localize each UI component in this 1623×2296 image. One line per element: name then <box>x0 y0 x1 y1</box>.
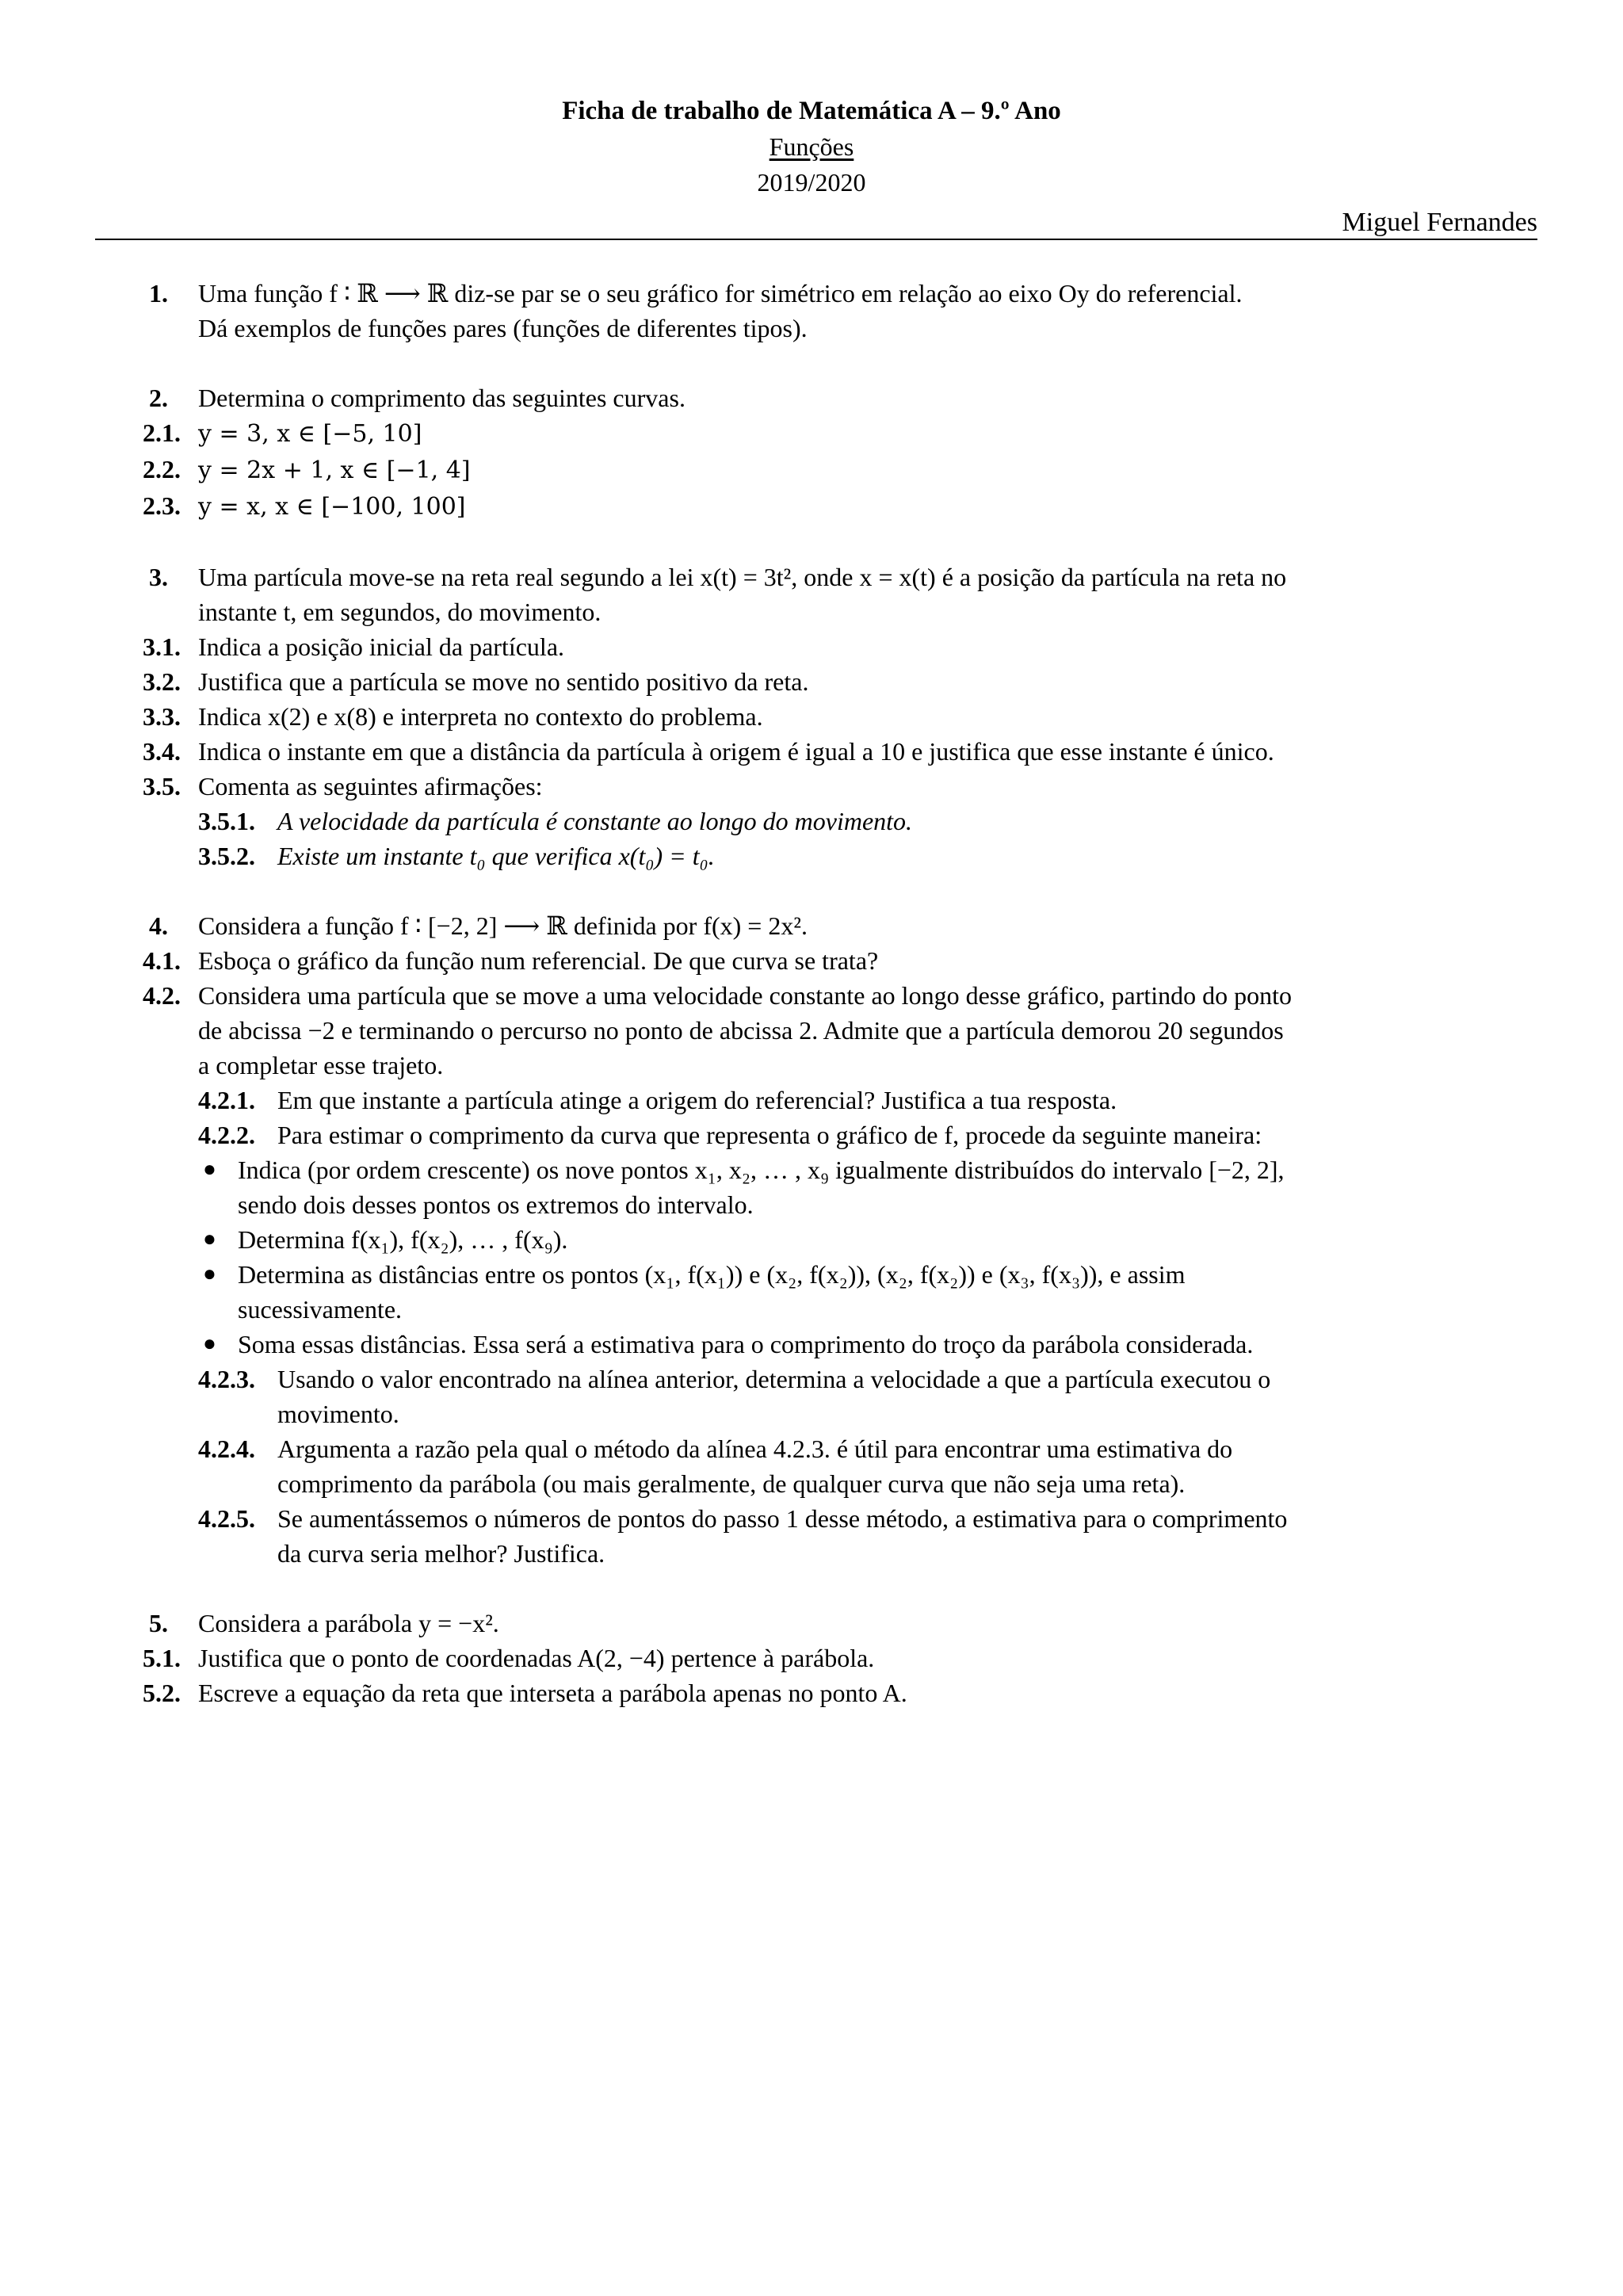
question-2 <box>0 380 1623 525</box>
sub-subquestion-text: movimento. <box>277 1400 399 1428</box>
sub-subquestion <box>143 839 1537 873</box>
bullet-icon: ● <box>203 1262 216 1286</box>
subquestion <box>143 943 1537 978</box>
sub-subquestion <box>143 804 1537 839</box>
bullet-item <box>143 1222 1537 1257</box>
sub-subquestion-text: Existe um instante t₀ que verifica x(t₀) = t₀. <box>277 842 715 870</box>
sub-subquestion-text: Argumenta a razão pela qual o método da alínea 4.2.3. é útil para encontrar uma estimativa do <box>277 1435 1233 1463</box>
subquestion-number: 3.4. <box>143 737 181 766</box>
bullet-icon: ● <box>203 1227 216 1251</box>
sub-subquestion-text: comprimento da parábola (ou mais geralmente, de qualquer curva que não seja uma reta). <box>277 1469 1186 1498</box>
subquestion <box>143 488 1537 525</box>
question-number: 1. <box>149 279 168 308</box>
subquestion <box>143 734 1537 769</box>
question-3 <box>0 560 1623 873</box>
question-text: instante t, em segundos, do movimento. <box>198 598 601 626</box>
sub-subquestion-number: 4.2.2. <box>198 1121 255 1149</box>
subquestion-text: y = 2x + 1, x ∈ [−1, 4] <box>198 457 471 484</box>
sub-subquestion-number: 4.2.1. <box>198 1086 255 1114</box>
page-subtitle: Funções <box>769 132 854 161</box>
subquestion-text: Justifica que a partícula se move no sentido positivo da reta. <box>198 667 809 696</box>
subquestion-number: 3.3. <box>143 702 181 731</box>
question-number: 3. <box>149 563 168 591</box>
question-text: Considera a parábola y = −x². <box>198 1609 499 1637</box>
sub-subquestion-text: Usando o valor encontrado na alínea anterior, determina a velocidade a que a partícula executou o <box>277 1365 1271 1393</box>
question-text: Considera a função f ∶ [−2, 2] ⟶ ℝ definida por f(x) = 2x². <box>198 911 808 940</box>
school-year: 2019/2020 <box>757 168 866 197</box>
subquestion-number: 3.1. <box>143 632 181 661</box>
subquestion-text: Escreve a equação da reta que interseta a parábola apenas no ponto A. <box>198 1679 907 1707</box>
subquestion <box>143 664 1537 699</box>
subquestion <box>143 699 1537 734</box>
subquestion-number: 5.1. <box>143 1644 181 1672</box>
subquestion-text: Comenta as seguintes afirmações: <box>198 772 543 800</box>
subquestion-number: 2.1. <box>143 418 181 447</box>
sub-subquestion <box>143 1083 1537 1117</box>
subquestion <box>143 1675 1537 1710</box>
subquestion <box>143 1641 1537 1675</box>
sub-subquestion-number: 4.2.4. <box>198 1435 255 1463</box>
sub-subquestion <box>143 1431 1537 1501</box>
subquestion-number: 4.2. <box>143 981 181 1010</box>
sub-subquestion-number: 4.2.5. <box>198 1504 255 1533</box>
bullet-text: sucessivamente. <box>238 1295 403 1324</box>
question-number: 5. <box>149 1609 168 1637</box>
bullet-text: Determina as distâncias entre os pontos (x₁, f(x₁)) e (x₂, f(x₂)), (x₂, f(x₂)) e (x₃, f(x₃)), e assim <box>238 1260 1186 1289</box>
sub-subquestion-text: Se aumentássemos o números de pontos do passo 1 desse método, a estimativa para o comprimento <box>277 1504 1288 1533</box>
header <box>0 94 1623 201</box>
subquestion-text: Indica o instante em que a distância da partícula à origem é igual a 10 e justifica que esse instante é único. <box>198 737 1274 766</box>
subquestion <box>143 769 1537 804</box>
sub-subquestion <box>143 1362 1537 1431</box>
question-5 <box>0 1606 1623 1710</box>
question-text: Determina o comprimento das seguintes curvas. <box>198 384 685 412</box>
sub-subquestion-text: Em que instante a partícula atinge a origem do referencial? Justifica a tua resposta. <box>277 1086 1117 1114</box>
subquestion-text: de abcissa −2 e terminando o percurso no ponto de abcissa 2. Admite que a partícula demorou 20 segundos <box>198 1016 1284 1045</box>
header-divider <box>95 239 1537 240</box>
bullet-item <box>143 1257 1537 1327</box>
question-1 <box>0 276 1623 346</box>
bullet-text: Soma essas distâncias. Essa será a estimativa para o comprimento do troço da parábola considerada. <box>238 1330 1254 1358</box>
author-name: Miguel Fernandes <box>1342 208 1537 237</box>
subquestion-number: 4.1. <box>143 946 181 975</box>
subquestion-text: Esboça o gráfico da função num referencial. De que curva se trata? <box>198 946 879 975</box>
bullet-text: Determina f(x₁), f(x₂), … , f(x₉). <box>238 1225 568 1254</box>
question-number: 2. <box>149 384 168 412</box>
question-text: Uma função f ∶ ℝ ⟶ ℝ diz-se par se o seu gráfico for simétrico em relação ao eixo Oy do referencial. <box>198 279 1243 308</box>
bullet-icon: ● <box>203 1331 216 1356</box>
subquestion <box>143 978 1537 1083</box>
subquestion-text: Justifica que o ponto de coordenadas A(2, −4) pertence à parábola. <box>198 1644 875 1672</box>
subquestion-text: Indica a posição inicial da partícula. <box>198 632 565 661</box>
sub-subquestion-number: 4.2.3. <box>198 1365 255 1393</box>
subquestion-text: a completar esse trajeto. <box>198 1051 444 1079</box>
subquestion-text: Considera uma partícula que se move a uma velocidade constante ao longo desse gráfico, partindo do ponto <box>198 981 1293 1010</box>
bullet-item <box>143 1327 1537 1362</box>
questions <box>0 276 1623 1710</box>
subquestion-number: 5.2. <box>143 1679 181 1707</box>
sub-subquestion-text: da curva seria melhor? Justifica. <box>277 1539 605 1568</box>
sub-subquestion-number: 3.5.2. <box>198 842 255 870</box>
subquestion-number: 2.3. <box>143 491 181 520</box>
subquestion-number: 3.2. <box>143 667 181 696</box>
subquestion-number: 2.2. <box>143 455 181 483</box>
bullet-text: Indica (por ordem crescente) os nove pontos x₁, x₂, … , x₉ igualmente distribuídos do intervalo [−2, 2], <box>238 1156 1285 1184</box>
subquestion <box>143 415 1537 452</box>
bullet-item <box>143 1152 1537 1222</box>
bullet-icon: ● <box>203 1157 216 1182</box>
sub-subquestion <box>143 1117 1537 1152</box>
question-4 <box>0 908 1623 1571</box>
sub-subquestion-text: Para estimar o comprimento da curva que representa o gráfico de f, procede da seguinte maneira: <box>277 1121 1262 1149</box>
subquestion <box>143 629 1537 664</box>
subquestion <box>143 452 1537 488</box>
sub-subquestion <box>143 1501 1537 1571</box>
sub-subquestion-text: A velocidade da partícula é constante ao longo do movimento. <box>277 807 913 835</box>
question-text: Dá exemplos de funções pares (funções de diferentes tipos). <box>198 314 808 342</box>
subquestion-text: y = 3, x ∈ [−5, 10] <box>198 420 422 448</box>
question-number: 4. <box>149 911 168 940</box>
page-title: Ficha de trabalho de Matemática A – 9.º Ano <box>562 97 1061 125</box>
sub-subquestion-number: 3.5.1. <box>198 807 255 835</box>
subquestion-text: y = x, x ∈ [−100, 100] <box>198 493 466 521</box>
subquestion-text: Indica x(2) e x(8) e interpreta no contexto do problema. <box>198 702 763 731</box>
subquestion-number: 3.5. <box>143 772 181 800</box>
bullet-text: sendo dois desses pontos os extremos do intervalo. <box>238 1190 754 1219</box>
question-text: Uma partícula move-se na reta real segundo a lei x(t) = 3t², onde x = x(t) é a posição da partícula na reta no <box>198 563 1287 591</box>
